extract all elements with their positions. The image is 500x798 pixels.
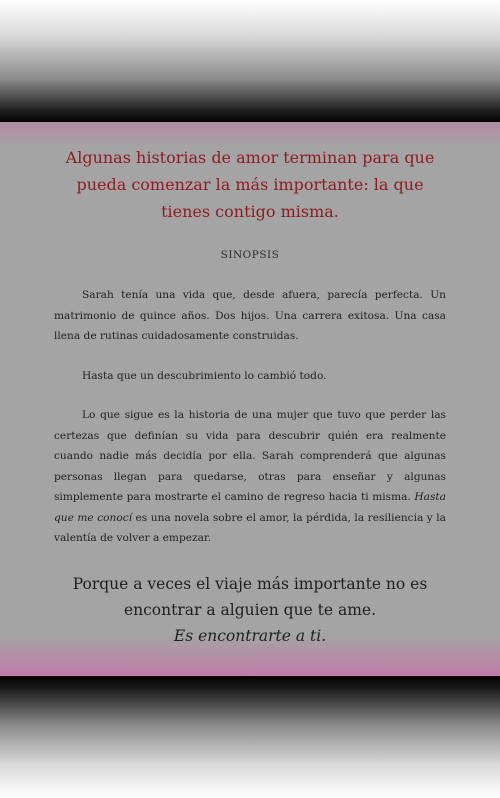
closing-line-1: Porque a veces el viaje más importante no es — [72, 574, 428, 593]
headline: Algunas historias de amor terminan para que pueda comenzar la más importante: la que tienes contigo misma. — [65, 148, 435, 221]
synopsis-paragraph-2: Hasta que un descubrimiento lo cambió todo. — [82, 369, 327, 382]
paragraph-3-text-end: es una novela sobre el amor, la pérdida, la resiliencia y la valentía de volver a empezar. — [54, 511, 446, 544]
novel-title: Hasta que me conocí — [54, 491, 446, 524]
synopsis-paragraph-3 — [54, 405, 446, 549]
bottom-gradient-band — [0, 676, 500, 798]
paragraph-3-text-start: Lo que sigue es la historia de una mujer que tuvo que perder las certezas que definían su vida para descubrir quién era realmente cuando nadie más decidía por ella. Sarah comprenderá que algunas personas llegan para quedarse, otras para enseñar y algunas simplemente para mostrarte el camino de regreso hacia ti misma. — [54, 409, 446, 503]
synopsis-body — [54, 285, 446, 549]
synopsis-panel — [0, 122, 500, 676]
section-label-synopsis: SINOPSIS — [220, 249, 280, 261]
synopsis-paragraph-1: Sarah tenía una vida que, desde afuera, parecía perfecta. Un matrimonio de quince años. Dos hijos. Una carrera exitosa. Una casa llena de rutinas cuidadosamente construidas. — [54, 289, 446, 342]
closing-line-2: encontrar a alguien que te ame. — [123, 600, 377, 619]
closing-tagline: Es encontrarte a ti. — [173, 626, 327, 645]
closing-quote — [54, 571, 446, 649]
top-gradient-band — [0, 0, 500, 122]
